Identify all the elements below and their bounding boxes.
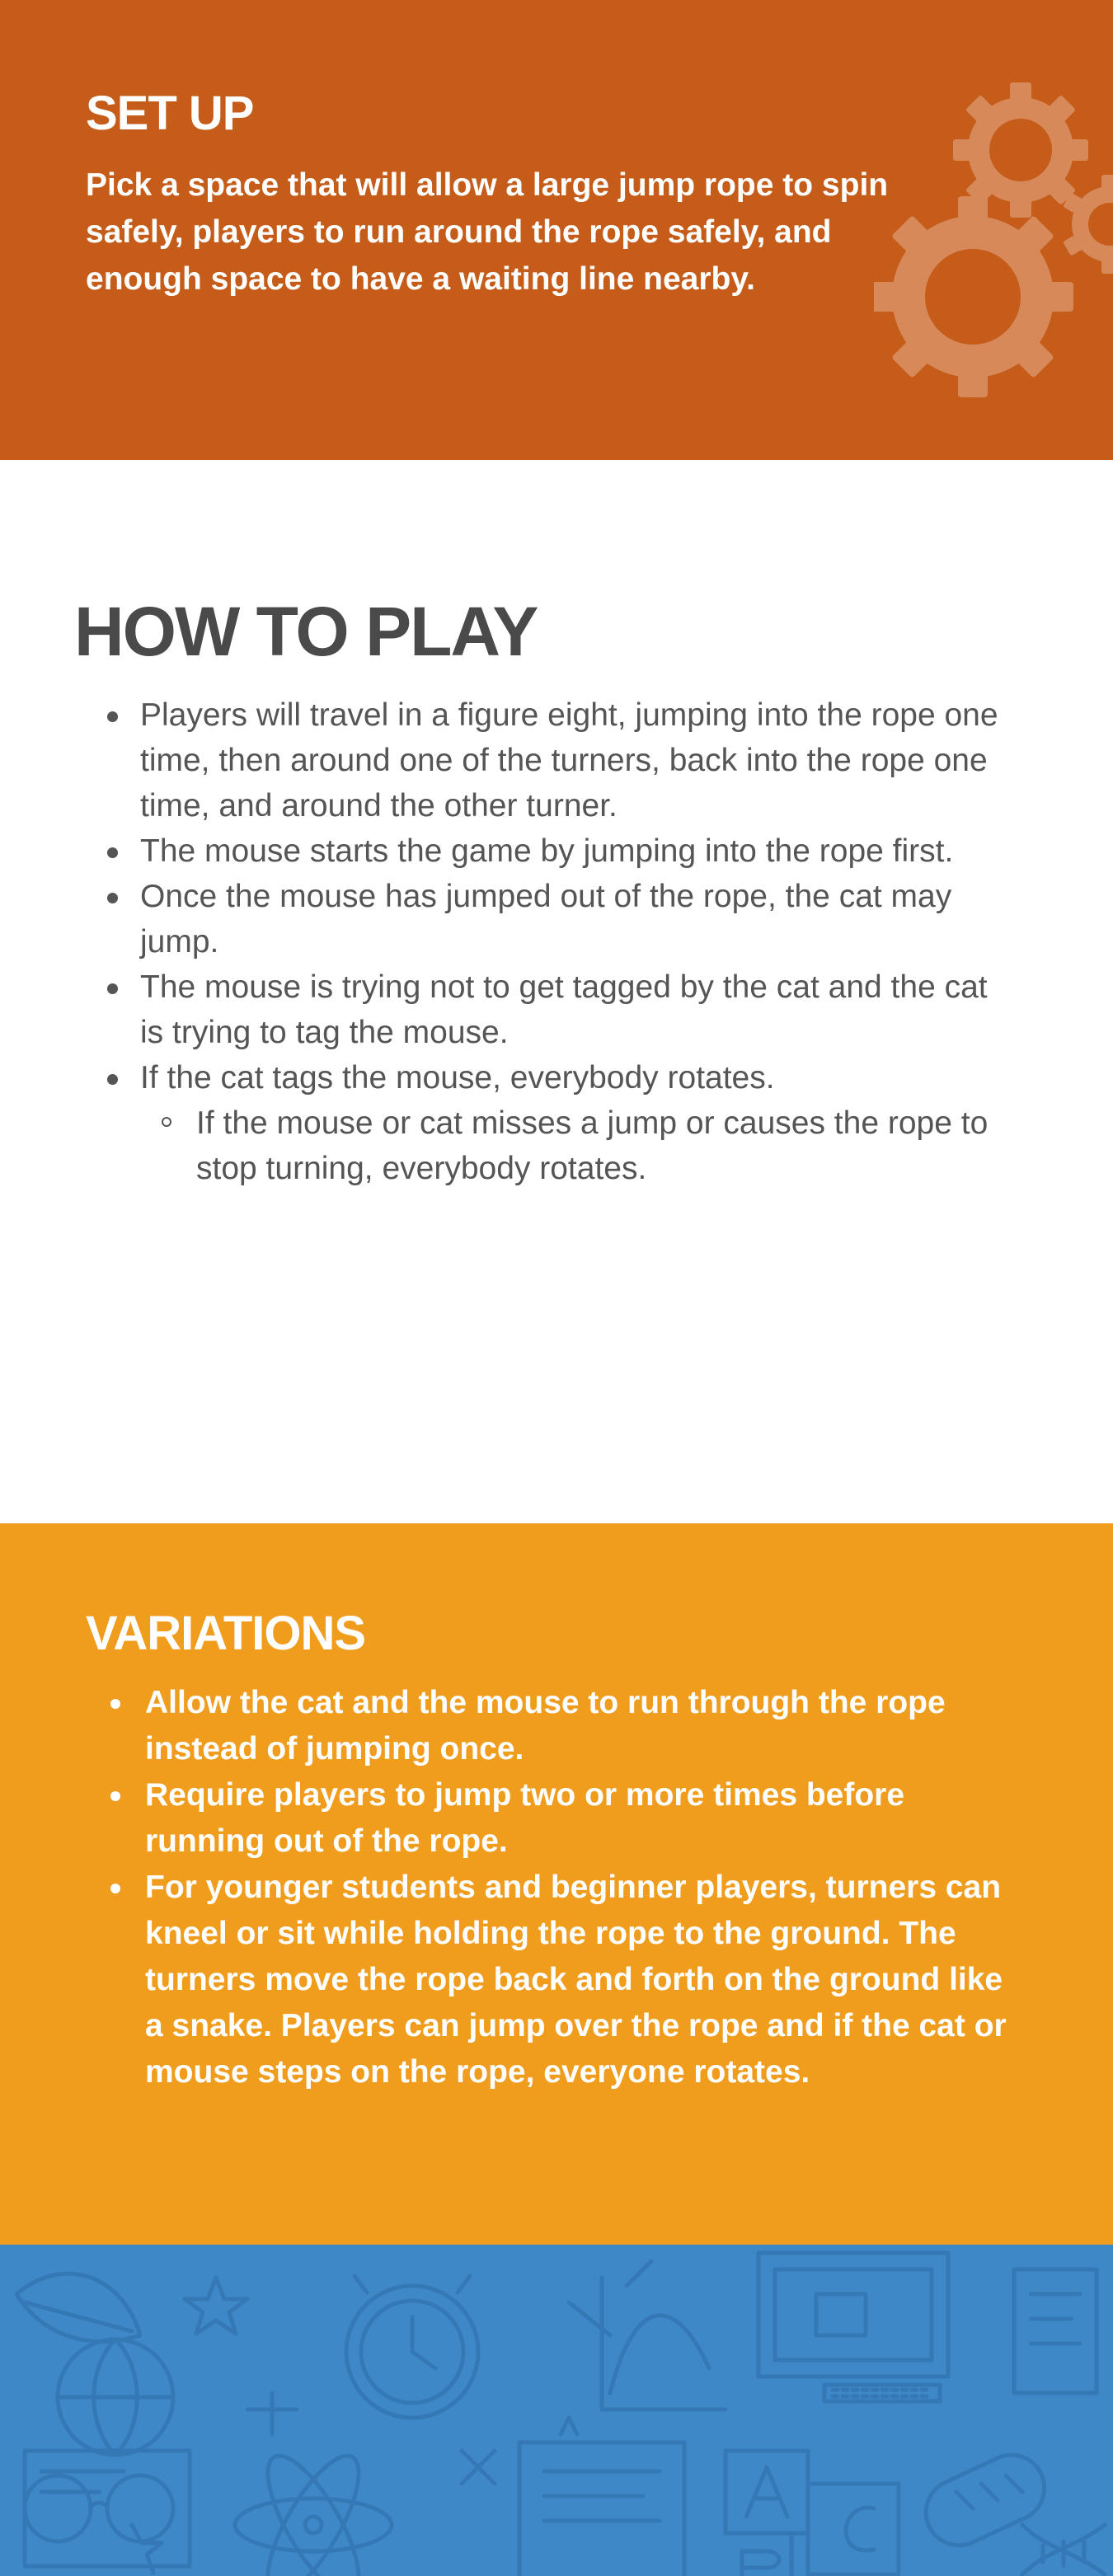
sub-list bbox=[140, 1100, 1014, 1191]
how-to-play-title: HOW TO PLAY bbox=[74, 593, 538, 670]
variations-title: VARIATIONS bbox=[86, 1607, 366, 1660]
list-item: For younger students and beginner players, turners can kneel or sit while holding the rope to the ground. The turners move the rope back and forth on the ground like a snake. Players can jump over the rope and if the cat or mouse steps on the rope, everyone rotates. bbox=[104, 1865, 1011, 2095]
list-item: The mouse is trying not to get tagged by the cat and the cat is trying to tag the mouse. bbox=[99, 964, 1014, 1055]
setup-section bbox=[0, 0, 1113, 460]
list-item-text: If the cat tags the mouse, everybody rotates. bbox=[140, 1060, 775, 1096]
list-item: Once the mouse has jumped out of the rope, the cat may jump. bbox=[99, 874, 1014, 964]
sub-list-item: If the mouse or cat misses a jump or causes the rope to stop turning, everybody rotates. bbox=[140, 1100, 1014, 1191]
how-to-play-section bbox=[0, 460, 1113, 1523]
school-doodle-pattern-icon bbox=[0, 2245, 1113, 2576]
list-item: The mouse starts the game by jumping into the rope first. bbox=[99, 828, 1014, 874]
variations-list bbox=[104, 1680, 1011, 2095]
gears-icon bbox=[874, 74, 1113, 420]
variations-section bbox=[0, 1523, 1113, 2245]
list-item: Require players to jump two or more times before running out of the rope. bbox=[104, 1772, 1011, 1865]
list-item: Allow the cat and the mouse to run through the rope instead of jumping once. bbox=[104, 1680, 1011, 1772]
setup-title: SET UP bbox=[86, 87, 254, 140]
list-item: Players will travel in a figure eight, jumping into the rope one time, then around one of the turners, back into the rope one time, and around the other turner. bbox=[99, 692, 1014, 828]
footer-pattern-section bbox=[0, 2245, 1113, 2576]
how-to-play-list bbox=[99, 692, 1014, 1191]
list-item bbox=[99, 1055, 1014, 1191]
setup-text: Pick a space that will allow a large jump rope to spin safely, players to run around the rope safely, and enough space to have a waiting line nearby. bbox=[86, 167, 889, 297]
